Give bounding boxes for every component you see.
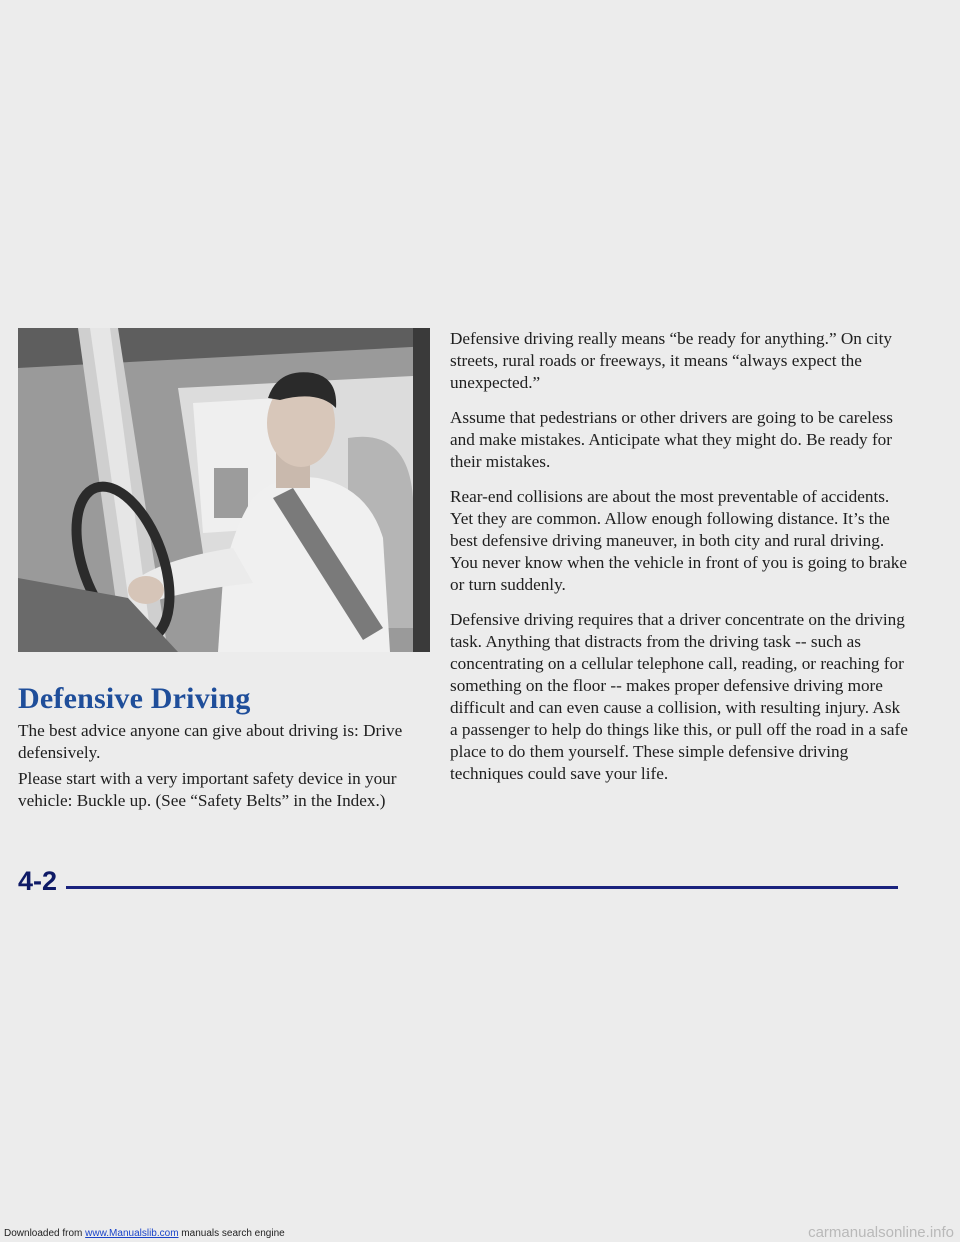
driver-illustration <box>18 328 430 652</box>
page-number: 4-2 <box>18 866 58 896</box>
intro-paragraph: The best advice anyone can give about driving is: Drive defensively. <box>18 721 403 762</box>
paragraph-rear-end-collisions: Rear-end collisions are about the most preventable of accidents. Yet they are common. Allow enough following distance. It’s the best defensive driving maneuver, in both city and rural driving. You never know when the vehicle in front of you is going to brake or turn suddenly. <box>450 487 907 594</box>
paragraph-ready-for-anything: Defensive driving really means “be ready for anything.” On city streets, rural roads or freeways, it means “always expect the unexpected.” <box>450 329 892 392</box>
footer-prefix: Downloaded from <box>4 1228 86 1239</box>
download-footer <box>4 1228 285 1239</box>
section-title: Defensive Driving <box>18 682 251 715</box>
site-watermark: carmanualsonline.info <box>808 1224 954 1241</box>
paragraph-assume-mistakes: Assume that pedestrians or other drivers are going to be careless and make mistakes. Anticipate what they might do. Be ready for their mistakes. <box>450 408 893 471</box>
page-rule <box>66 886 898 889</box>
paragraph-concentrate: Defensive driving requires that a driver concentrate on the driving task. Anything that distracts from the driving task -- such as concentrating on a cellular telephone call, reading, or reaching for something on the floor -- makes proper defensive driving more difficult and can even cause a collision, with resulting injury. Ask a passenger to help do things like this, or pull off the road in a safe place to do them yourself. These simple defensive driving techniques could save your life. <box>450 610 908 783</box>
manualslib-link[interactable]: www.Manualslib.com <box>85 1228 179 1239</box>
safety-belt-paragraph: Please start with a very important safety device in your vehicle: Buckle up. (See “Safety Belts” in the Index.) <box>18 769 397 810</box>
footer-suffix: manuals search engine <box>178 1228 285 1239</box>
driver-illustration-drawing <box>18 328 430 652</box>
right-column <box>450 328 910 798</box>
